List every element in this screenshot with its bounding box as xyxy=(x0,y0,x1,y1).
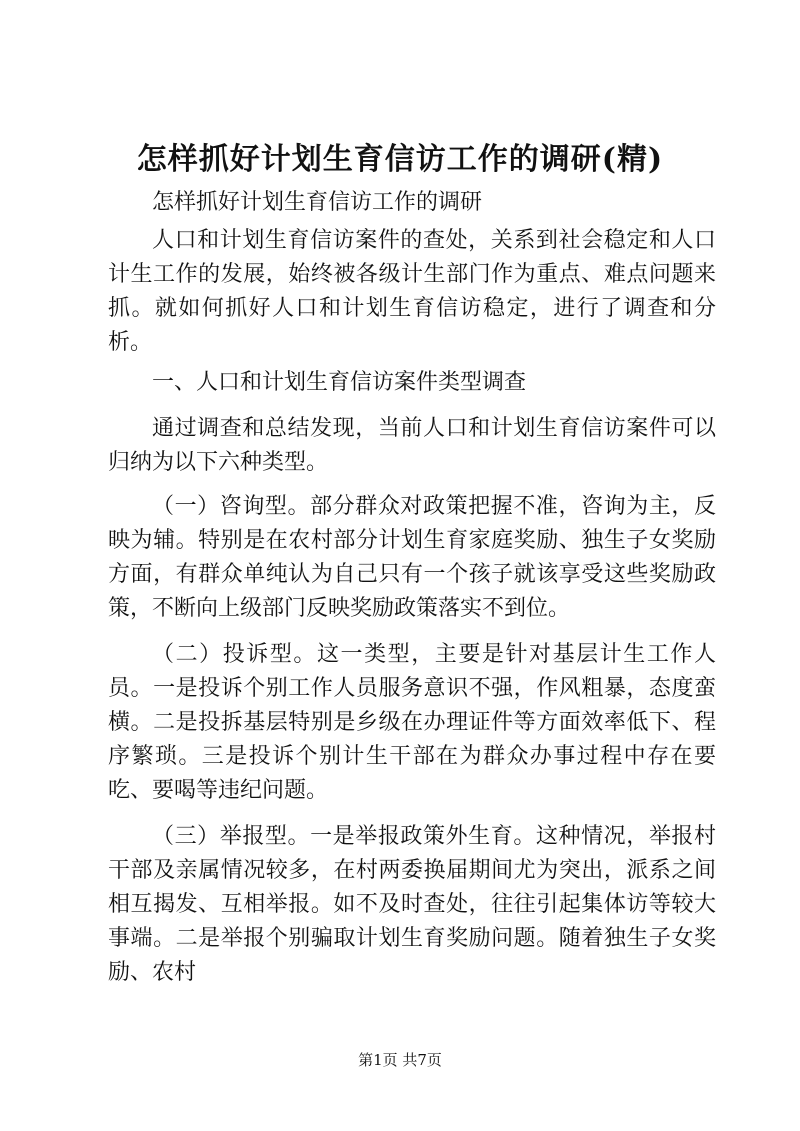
section-heading: 一、人口和计划生育信访案件类型调查 xyxy=(152,370,527,395)
paragraph-report-type: （三）举报型。一是举报政策外生育。这种情况，举报村干部及亲属情况较多，在村两委换届期间尤为突出，派系之间相互揭发、互相举报。如不及时查处，往往引起集体访等较大事端。二是举报个别骗取计划生育奖励问题。随着独生子女奖励、农村 xyxy=(108,824,716,985)
document-body xyxy=(108,186,716,990)
document-subtitle: 怎样抓好计划生育信访工作的调研 xyxy=(152,190,483,215)
paragraph-complaint-type: （二）投诉型。这一类型，主要是针对基层计生工作人员。一是投诉个别工作人员服务意识不强，作风粗暴，态度蛮横。二是投拆基层特别是乡级在办理证件等方面效率低下、程序繁琐。三是投诉个别计生干部在为群众办事过程中存在要吃、要喝等违纪问题。 xyxy=(108,642,716,803)
page-number-footer: 第1页 共7页 xyxy=(358,1051,442,1069)
paragraph-summary: 通过调查和总结发现，当前人口和计划生育信访案件可以归纳为以下六种类型。 xyxy=(108,416,716,475)
paragraph-consult-type: （一）咨询型。部分群众对政策把握不准，咨询为主，反映为辅。特别是在农村部分计划生育家庭奖励、独生子女奖励方面，有群众单纯认为自己只有一个孩子就该享受这些奖励政策，不断向上级部门反映奖励政策落实不到位。 xyxy=(108,494,716,621)
document-title: 怎样抓好计划生育信访工作的调研(精) xyxy=(136,142,664,177)
paragraph-intro: 人口和计划生育信访案件的查处，关系到社会稳定和人口计生工作的发展，始终被各级计生部门作为重点、难点问题来抓。就如何抓好人口和计划生育信访稳定，进行了调查和分析。 xyxy=(108,228,716,355)
